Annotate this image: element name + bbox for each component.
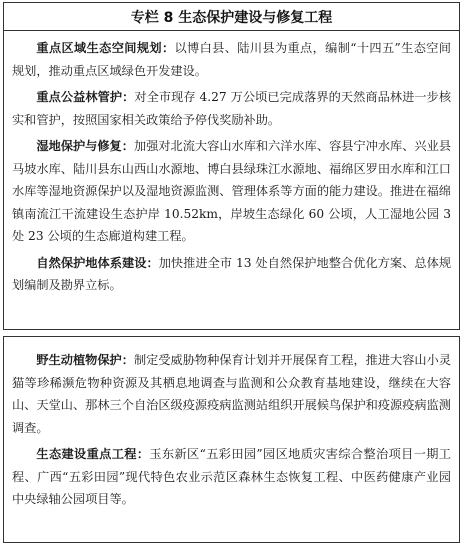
paragraph-body: 玉东新区“五彩田园”园区地质灾害综合整治项目一期工程、广西“五彩田园”现代特色农业示范区森林生态恢复工程、中医药健康产业园中央绿轴公园项目等。 [12,447,451,506]
paragraph-body: 以博白县、陆川县为重点，编制“十四五”生态空间规划，推动重点区域绿色开发建设。 [12,41,451,78]
paragraph-body: 加快推进全市 13 处自然保护地整合优化方案、总体规划编制及勘界立标。 [12,255,452,292]
column-content-part1 [4,31,459,297]
column-content-part2 [4,337,459,511]
paragraph-body: 对全市现存 4.27 万公顷已完成落界的天然商品林进一步核实和管护，按照国家相关政策给予停伐奖励补助。 [12,90,452,127]
paragraph-public-forest-management [12,86,451,131]
paragraph-body: 加强对北流大容山水库和六洋水库、容县宁冲水库、兴业县马坡水库、陆川县东山西山水源地、博白县绿珠江水源地、福绵区罗田水库和江口水库等湿地资源保护以及湿地资源监测、管理体系等方面的能力建设。推进在福绵镇南流江干流建设生态护岸 10.52km，岸坡生态绿化 60 公顷，人工湿地公园 3 处 23 公顷的生态廊道构建工程。 [12,139,452,243]
paragraph-heading: 自然保护地体系建设： [36,255,159,270]
paragraph-heading: 重点公益林管护： [36,90,135,104]
paragraph-wetland-protection [12,135,451,248]
paragraph-heading: 生态建设重点工程： [36,447,150,461]
paragraph-wildlife-protection [12,349,451,439]
paragraph-heading: 野生动植物保护： [36,353,134,367]
paragraph-ecological-space-planning [12,37,451,82]
column-box-part2 [3,336,460,543]
paragraph-body: 制定受威胁物种保育计划并开展保育工程，推进大容山小灵猫等珍稀濒危物种资源及其栖息地调查与监测和公众教育基地建设，继续在大容山、天堂山、那林三个自治区级疫源疫病监测站组织开展候鸟保护和疫源疫病监测调查。 [12,353,452,435]
paragraph-heading: 湿地保护与修复： [36,139,134,153]
paragraph-nature-reserve-system [12,252,451,297]
paragraph-heading: 重点区域生态空间规划： [36,41,175,55]
column-title: 专栏 8 生态保护建设与修复工程 [4,3,459,31]
paragraph-key-ecological-projects [12,443,451,511]
column-box-part1 [3,2,460,330]
